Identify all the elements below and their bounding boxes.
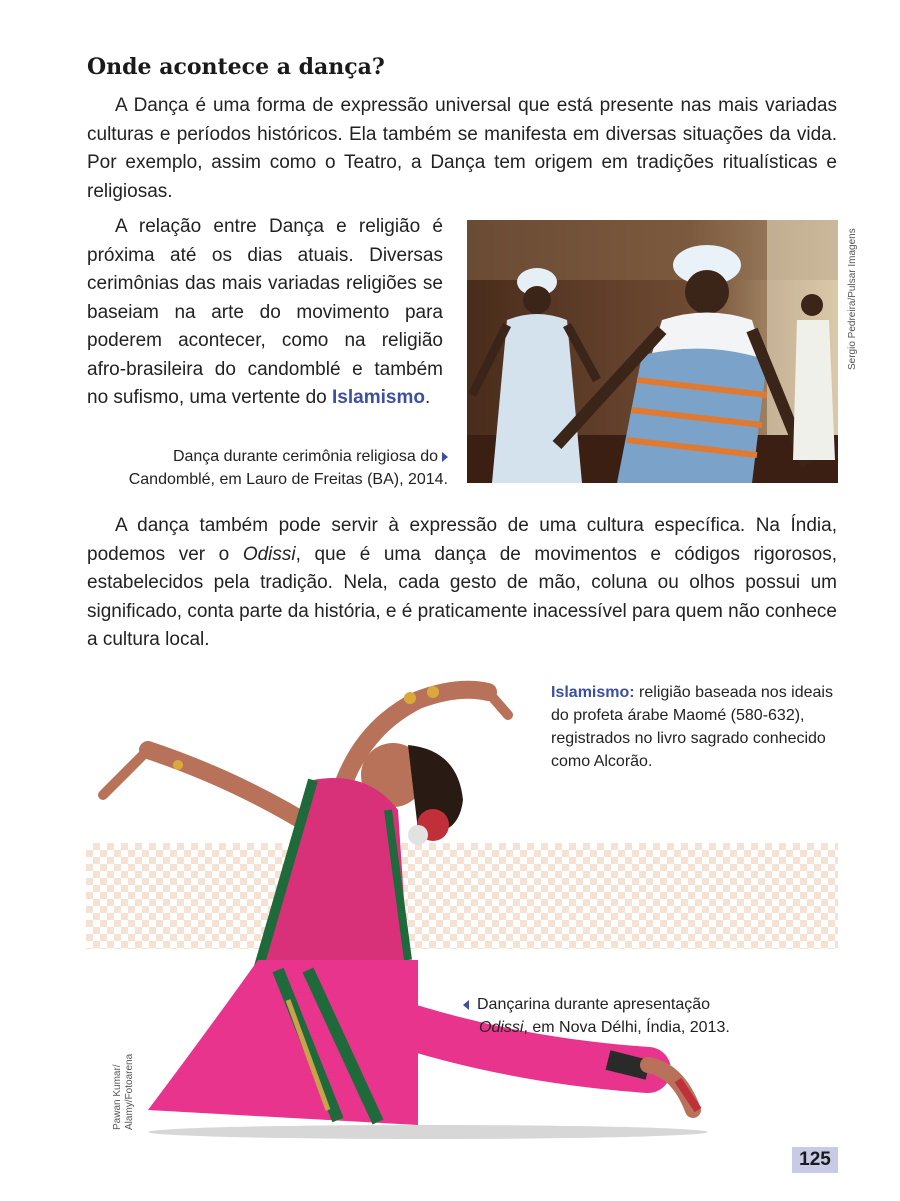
dancer-caption-italic: Odissi xyxy=(479,1019,524,1036)
photo-caption xyxy=(92,445,448,491)
credit-line1: Pawan Kumar/ xyxy=(112,1064,123,1130)
caption-pointer-icon xyxy=(442,452,448,462)
dancer-caption-rest: , em Nova Délhi, Índia, 2013. xyxy=(523,1019,730,1036)
religion-text-end: . xyxy=(424,387,431,408)
candomble-photo-illustration xyxy=(467,220,838,483)
odissi-dancer-photo xyxy=(88,670,718,1140)
odissi-text: A dança também pode servir à expressão de uma cultura específica. Na Índia, podemos ver o xyxy=(87,515,837,565)
odissi-term: Odissi xyxy=(242,543,296,565)
odissi-dancer-illustration xyxy=(88,670,718,1140)
glossary-definition: religião baseada nos ideais do profeta árabe Maomé (580-632), registrados no livro sagrado conhecido como Alcorão. xyxy=(551,684,833,770)
intro-paragraph: A Dança é uma forma de expressão universal que está presente nas mais variadas culturas e períodos históricos. Ela também se manifesta em diversas situações da vida. Por exemplo, assim como o Teatro, a Dança tem origem em tradições ritualísticas e religiosas. xyxy=(87,95,837,202)
glossary-term-link[interactable]: Islamismo xyxy=(332,387,425,408)
odissi-paragraph xyxy=(87,512,837,655)
glossary-term: Islamismo: xyxy=(551,684,635,701)
section-heading: Onde acontece a dança? xyxy=(87,54,385,80)
caption-line1: Dança durante cerimônia religiosa do xyxy=(172,448,438,465)
religion-text: A relação entre Dança e religião é próxima até os dias atuais. Diversas cerimônias das mais variadas religiões se baseiam na arte do movimento para poderem acontecer, como na religião afro-brasileira do candomblé e também no sufismo, uma vertente do xyxy=(87,216,443,408)
candomble-photo xyxy=(467,220,838,483)
religion-paragraph xyxy=(87,213,443,413)
caption-pointer-left-icon xyxy=(463,1000,469,1010)
caption-line2: Candomblé, em Lauro de Freitas (BA), 2014. xyxy=(128,471,448,488)
dancer-photo-credit xyxy=(112,1050,138,1130)
page-number: 125 xyxy=(792,1147,838,1173)
photo-credit: Sergio Pedreira/Pulsar Imagens xyxy=(847,228,858,370)
credit-line2: Alamy/Fotoarena xyxy=(124,1053,135,1130)
dancer-caption xyxy=(463,993,793,1039)
dancer-caption-line1: Dançarina durante apresentação xyxy=(477,996,711,1013)
odissi-text-end: , que é uma dança de movimentos e códigos rigorosos, estabelecidos pela tradição. Nela, cada gesto de mão, coluna ou olhos possui um significado, conta parte da história, e é praticamente inacessível para quem não conhece a cultura local. xyxy=(87,543,837,650)
